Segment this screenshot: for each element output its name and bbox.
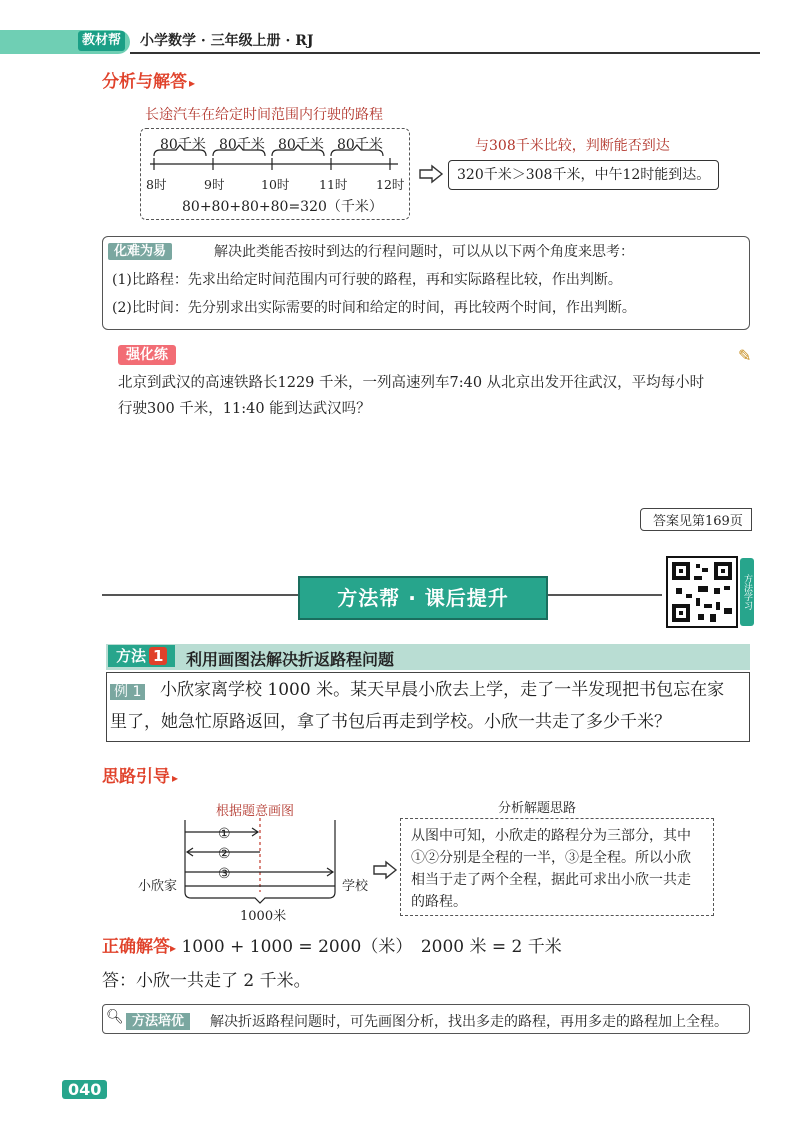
segment-label: 80千米 [219, 137, 265, 153]
method-banner: 方法帮 · 课后提升 [298, 576, 548, 620]
qr-pattern [668, 558, 736, 626]
method-badge-text: 方法 [116, 647, 147, 665]
tip-line: 解决此类能否按时到达的行程问题时，可以从以下两个角度来思考： [214, 244, 634, 260]
solution-work: 1000 + 1000 = 2000（米） 2000 米 = 2 千米 [181, 937, 562, 957]
method-tip-badge-wrap [126, 1010, 190, 1029]
distance-formula: 80+80+80+80=320（千米） [182, 199, 383, 215]
brand-logo: 教材帮 [78, 31, 125, 51]
analysis-caption: 分析解题思路 [498, 801, 577, 816]
implies-arrow-icon [418, 164, 444, 184]
time-label: 8时 [146, 177, 167, 192]
answer-reference: 答案见第169页 [640, 508, 752, 531]
solution-answer: 答：小欣一共走了 2 千米。 [102, 971, 311, 991]
page-number: 040 [62, 1080, 107, 1099]
tip-badge-wrap [108, 240, 172, 259]
time-label: 10时 [261, 177, 290, 192]
time-label: 12时 [376, 177, 405, 192]
distance-brace [185, 892, 335, 903]
heading-arrow-icon: ▸ [170, 941, 177, 955]
method-tip-badge: 方法培优 [126, 1013, 190, 1030]
path-mark: ③ [218, 866, 231, 882]
home-label: 小欣家 [138, 879, 178, 894]
segment-label: 80千米 [278, 137, 324, 153]
route-diagram-caption: 长途汽车在给定时间范围内行驶的路程 [145, 107, 383, 123]
method-badge [108, 645, 175, 667]
guide-diagram [180, 816, 340, 916]
pencil-icon: ✎ [738, 346, 752, 365]
solution-line [102, 932, 562, 957]
compare-caption: 与308千米比较，判断能否到达 [475, 138, 670, 154]
solution-label: 正确解答 [102, 937, 170, 957]
guide-heading [102, 762, 178, 787]
practice-badge-wrap [118, 344, 176, 364]
qr-code[interactable] [666, 556, 738, 628]
example-badge: 例 1 [110, 684, 145, 700]
method-tip-text: 解决折返路程问题时，可先画图分析，找出多走的路程，再用多走的路程加上全程。 [210, 1014, 728, 1030]
path-mark: ② [218, 846, 231, 862]
method-number: 1 [149, 647, 167, 665]
school-label: 学校 [342, 879, 369, 894]
analysis-heading [102, 67, 195, 92]
practice-badge: 强化练 [118, 345, 176, 365]
qr-tag: 方法学习 [740, 558, 754, 626]
heading-arrow-icon: ▸ [189, 76, 196, 90]
practice-line: 行驶300 千米，11:40 能到达武汉吗？ [118, 401, 371, 417]
example-badge-wrap [110, 681, 145, 701]
example-line: 小欣家离学校 1000 米。某天早晨小欣去上学，走了一半发现把书包忘在家 [160, 680, 725, 700]
implies-arrow-icon [372, 860, 398, 880]
header-rule [130, 52, 760, 54]
page-footer [62, 1080, 107, 1099]
time-label: 11时 [319, 177, 348, 192]
magnifier-icon: 🔍︎ [106, 1009, 124, 1025]
method-badge-wrap [108, 645, 175, 666]
guide-heading-text: 思路引导 [102, 767, 170, 787]
analysis-heading-text: 分析与解答 [102, 72, 187, 92]
segment-label: 80千米 [160, 137, 206, 153]
path-mark: ① [218, 826, 231, 842]
tip-badge: 化难为易 [108, 243, 172, 260]
result-box: 320千米＞308千米，中午12时能到达。 [448, 160, 719, 190]
practice-line: 北京到武汉的高速铁路长1229 千米，一列高速列车7:40 从北京出发开往武汉，平均每小时 [118, 375, 705, 391]
segment-label: 80千米 [337, 137, 383, 153]
distance-label: 1000米 [240, 909, 287, 924]
tip-line: (1)比路程：先求出给定时间范围内可行驶的路程，再和实际路程比较，作出判断。 [112, 272, 622, 288]
heading-arrow-icon: ▸ [172, 771, 179, 785]
guide-diagram-caption: 根据题意画图 [216, 804, 295, 819]
analysis-box: 从图中可知，小欣走的路程分为三部分，其中①②分别是全程的一半，③是全程。所以小欣相当于走了两个全程，据此可求出小欣一共走的路程。 [400, 818, 714, 916]
time-label: 9时 [204, 177, 225, 192]
tip-line: (2)比时间：先分别求出实际需要的时间和给定的时间，再比较两个时间，作出判断。 [112, 300, 636, 316]
book-title: 小学数学 · 三年级上册 · RJ [140, 33, 314, 49]
method-title: 利用画图法解决折返路程问题 [186, 650, 395, 669]
example-line: 里了，她急忙原路返回，拿了书包后再走到学校。小欣一共走了多少千米？ [110, 712, 671, 732]
